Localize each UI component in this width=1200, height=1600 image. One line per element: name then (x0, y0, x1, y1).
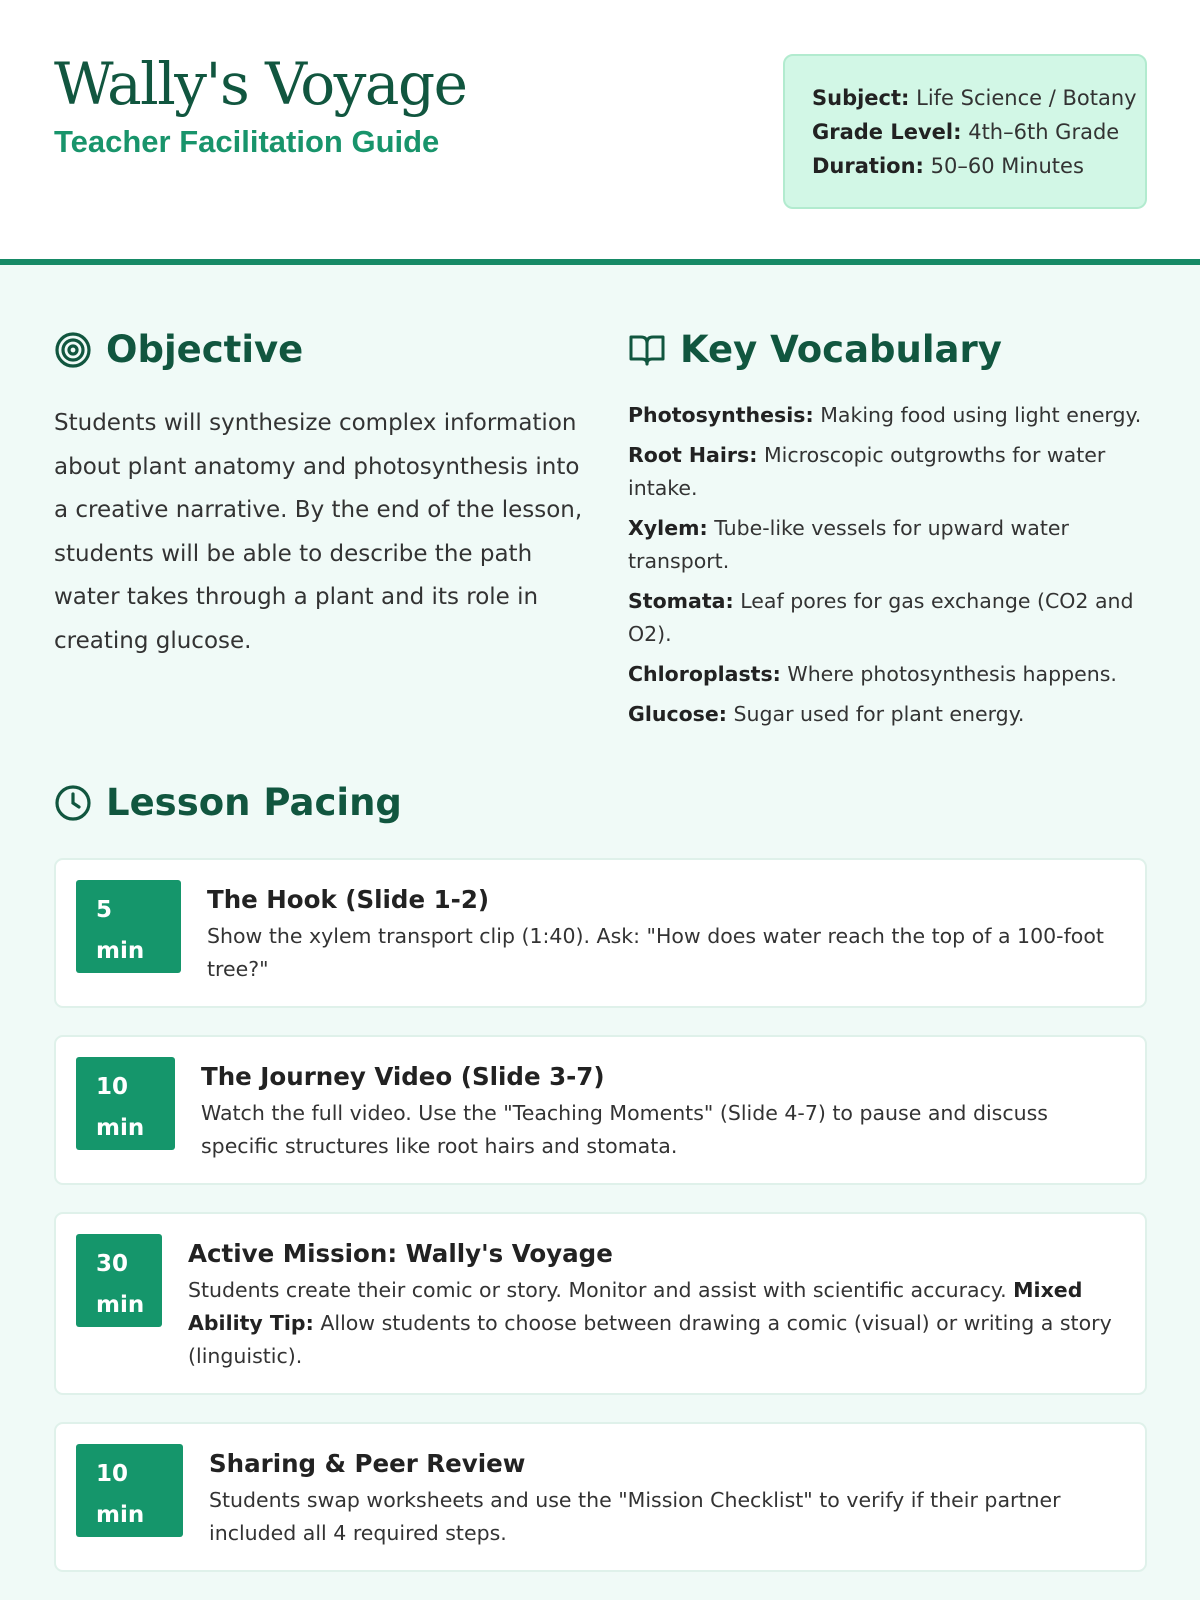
vocab-term: Chloroplasts: (628, 662, 781, 686)
pacing-card-content (207, 884, 1127, 986)
page-title: Wally's Voyage (54, 50, 467, 118)
pacing-step-description: Students swap worksheets and use the "Mission Checklist" to verify if their partner included all 4 required steps. (209, 1488, 1061, 1545)
pacing-card-hook (54, 858, 1147, 1008)
vocab-item (628, 512, 1148, 578)
vocab-term: Root Hairs: (628, 443, 758, 467)
mixed-ability-tip-label: Mixed Ability Tip: (188, 1278, 1083, 1335)
objective-heading-text: Objective (106, 328, 304, 371)
pacing-card-peer-review (54, 1422, 1147, 1572)
info-subject (812, 81, 1145, 115)
lesson-info-box (783, 54, 1147, 209)
vocab-term: Photosynthesis: (628, 403, 814, 427)
pacing-card-content (201, 1061, 1127, 1163)
vocab-item (628, 585, 1148, 651)
pacing-description-text: Students create their comic or story. Monitor and assist with scientific accuracy. (188, 1278, 1007, 1302)
vocab-definition: Microscopic outgrowths for water intake. (628, 443, 1106, 500)
pacing-card-active-mission (54, 1212, 1147, 1395)
vocab-term: Xylem: (628, 516, 708, 540)
vocab-definition: Sugar used for plant energy. (733, 702, 1025, 726)
info-label: Subject: (812, 86, 910, 110)
objective-heading (54, 328, 303, 371)
pacing-heading (54, 781, 402, 824)
pacing-step-description (188, 1274, 1127, 1373)
vocab-definition: Tube-like vessels for upward water transport. (628, 516, 1069, 573)
vocab-definition: Leaf pores for gas exchange (CO2 and O2). (628, 589, 1134, 646)
pacing-card-content (209, 1448, 1127, 1550)
vocabulary-heading-text: Key Vocabulary (680, 328, 1002, 371)
info-label: Grade Level: (812, 120, 962, 144)
duration-unit: min (96, 1502, 145, 1528)
vocab-item (628, 658, 1148, 691)
pacing-card-content (188, 1238, 1127, 1373)
vocab-definition: Where photosynthesis happens. (787, 662, 1117, 686)
pacing-step-description: Show the xylem transport clip (1:40). Ask: "How does water reach the top of a 100-foot tree?" (207, 924, 1104, 981)
vocabulary-heading (628, 328, 1002, 371)
info-value: 4th–6th Grade (968, 120, 1120, 144)
duration-badge (76, 1444, 183, 1537)
info-value: Life Science / Botany (916, 86, 1137, 110)
pacing-heading-text: Lesson Pacing (106, 781, 402, 824)
mixed-ability-tip-text: Allow students to choose between drawing a comic (visual) or writing a story (linguistic). (188, 1311, 1112, 1368)
book-icon (628, 332, 666, 368)
info-duration (812, 149, 1145, 183)
vocab-item (628, 439, 1148, 505)
pacing-step-title: The Journey Video (Slide 3-7) (201, 1062, 605, 1091)
duration-number: 5 (96, 897, 113, 923)
duration-number: 10 (96, 1074, 129, 1100)
pacing-step-title: The Hook (Slide 1-2) (207, 885, 490, 914)
info-value: 50–60 Minutes (930, 154, 1084, 178)
duration-badge (76, 1234, 162, 1327)
duration-unit: min (96, 1292, 145, 1318)
duration-unit: min (96, 1115, 145, 1141)
vocab-item (628, 698, 1148, 731)
page-subtitle: Teacher Facilitation Guide (54, 124, 440, 159)
info-grade-level (812, 115, 1145, 149)
info-label: Duration: (812, 154, 924, 178)
vocabulary-list (628, 399, 1148, 738)
vocab-item (628, 399, 1148, 432)
vocab-term: Glucose: (628, 702, 727, 726)
duration-number: 30 (96, 1251, 129, 1277)
page-header (0, 0, 1200, 265)
objective-text: Students will synthesize complex information about plant anatomy and photosynthesis into a creative narrative. By the end of the lesson, students will be able to describe the path water takes through a plant and its role in creating glucose. (54, 410, 583, 654)
pacing-card-journey-video (54, 1035, 1147, 1185)
vocab-definition: Making food using light energy. (820, 403, 1142, 427)
duration-number: 10 (96, 1461, 129, 1487)
target-icon (54, 331, 92, 369)
vocab-term: Stomata: (628, 589, 734, 613)
duration-badge (76, 880, 181, 973)
pacing-step-description: Watch the full video. Use the "Teaching Moments" (Slide 4-7) to pause and discuss specific structures like root hairs and stomata. (201, 1101, 1048, 1158)
pacing-step-title: Sharing & Peer Review (209, 1449, 526, 1478)
duration-unit: min (96, 938, 145, 964)
duration-badge (76, 1057, 175, 1150)
clock-icon (54, 784, 92, 822)
pacing-step-title: Active Mission: Wally's Voyage (188, 1239, 613, 1268)
